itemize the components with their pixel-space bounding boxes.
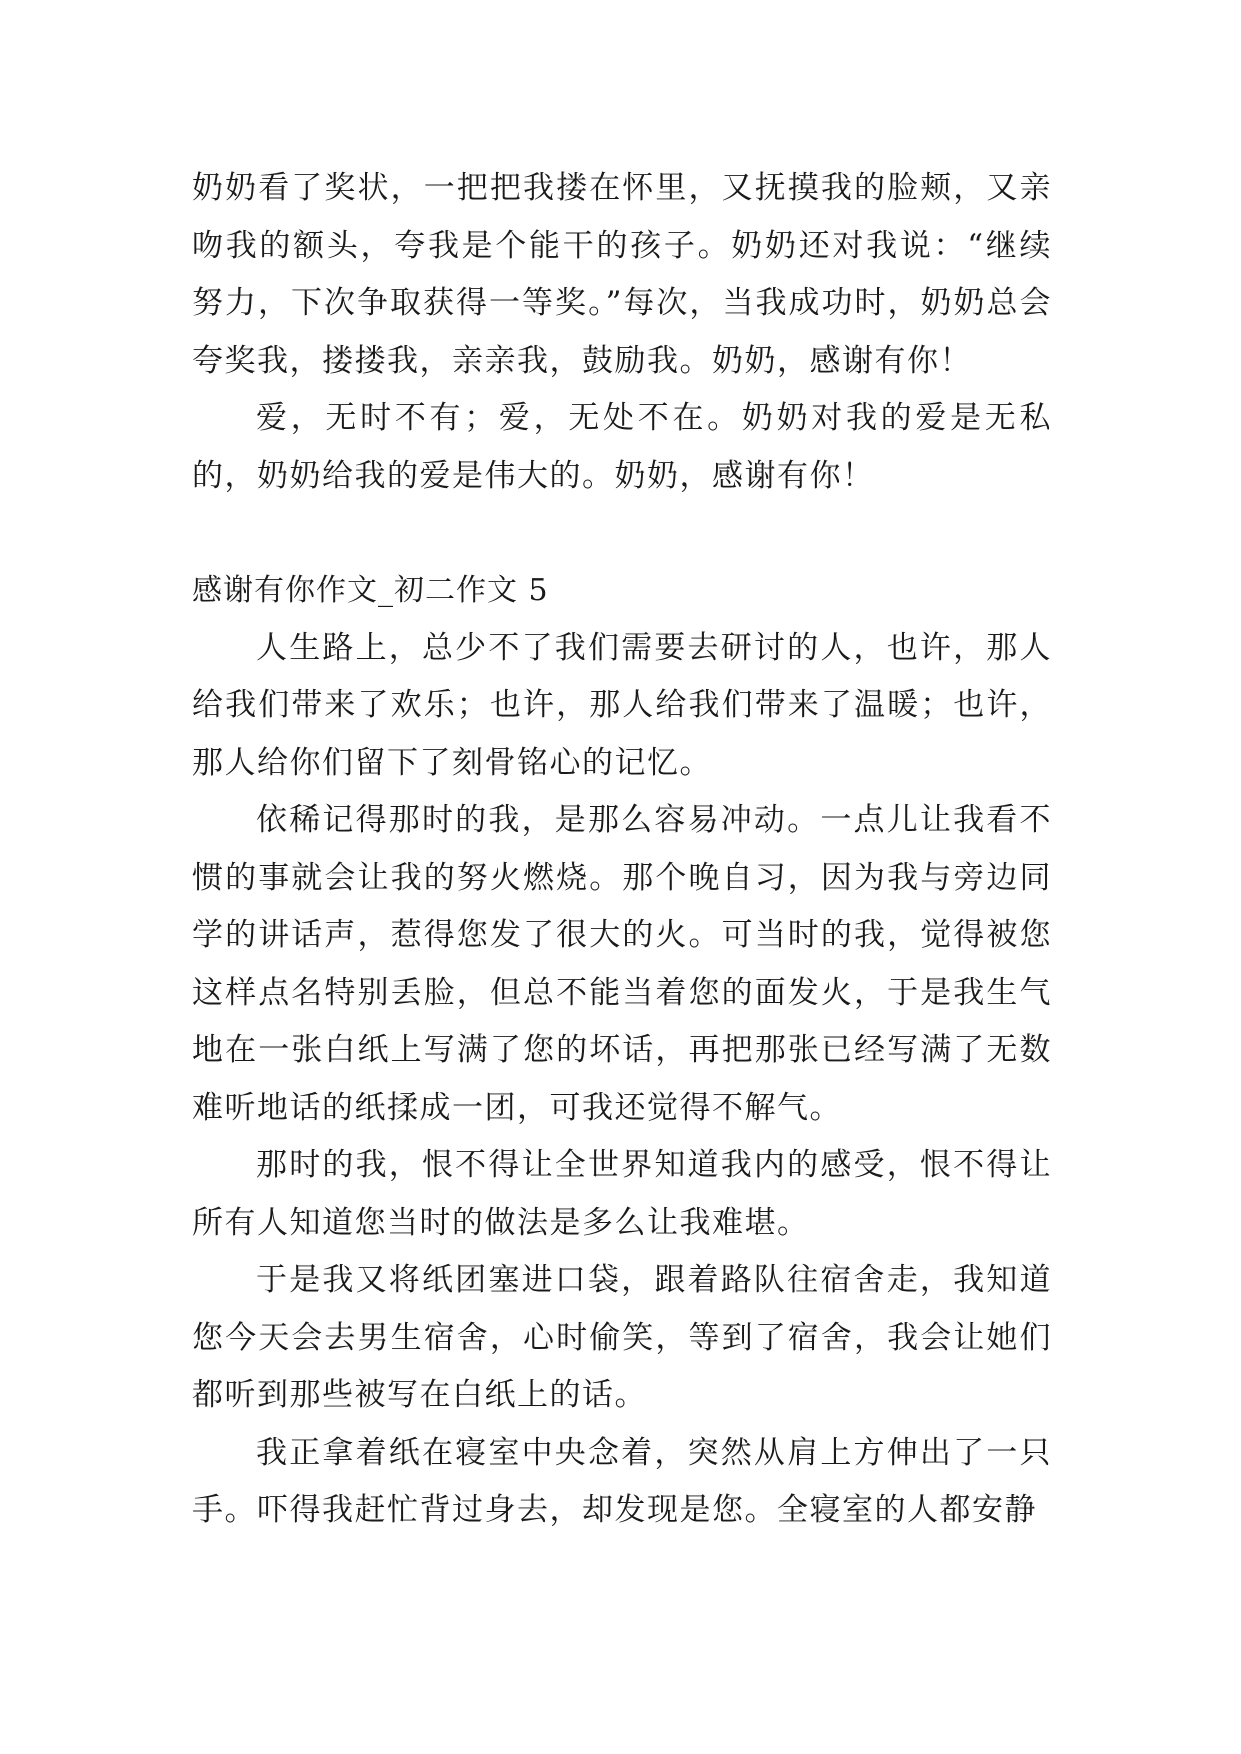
paragraph: 人生路上，总少不了我们需要去研讨的人，也许，那人给我们带来了欢乐；也许，那人给我们带来了温暖；也许，那人给你们留下了刻骨铭心的记忆。 [192,629,1052,781]
section-title: 感谢有你作文_初二作文 5 [192,573,549,608]
paragraph: 那时的我，恨不得让全世界知道我内的感受，恨不得让所有人知道您当时的做法是多么让我难堪。 [192,1147,1052,1241]
document-body [192,160,1052,1540]
paragraph: 于是我又将纸团塞进口袋，跟着路队往宿舍走，我知道您今天会去男生宿舍，心时偷笑，等到了宿舍，我会让她们都听到那些被写在白纸上的话。 [192,1262,1052,1413]
paragraph: 依稀记得那时的我，是那么容易冲动。一点儿让我看不惯的事就会让我的努火燃烧。那个晚自习，因为我与旁边同学的讲话声，惹得您发了很大的火。可当时的我，觉得被您这样点名特别丢脸，但总不能当着您的面发火，于是我生气地在一张白纸上写满了您的坏话，再把那张已经写满了无数难听地话的纸揉成一团，可我还觉得不解气。 [192,802,1052,1126]
paragraph: 我正拿着纸在寝室中央念着，突然从肩上方伸出了一只手。吓得我赶忙背过身去，却发现是您。全寝室的人都安静 [192,1434,1052,1528]
paragraph-continued: 奶奶看了奖状，一把把我搂在怀里，又抚摸我的脸颊，又亲吻我的额头，夸我是个能干的孩子。奶奶还对我说：“继续努力，下次争取获得一等奖。”每次，当我成功时，奶奶总会夸奖我，搂搂我，亲亲我，鼓励我。奶奶，感谢有你！ [192,170,1052,379]
section-spacer [192,505,1052,562]
paragraph: 爱，无时不有；爱，无处不在。奶奶对我的爱是无私的，奶奶给我的爱是伟大的。奶奶，感谢有你！ [192,400,1052,494]
